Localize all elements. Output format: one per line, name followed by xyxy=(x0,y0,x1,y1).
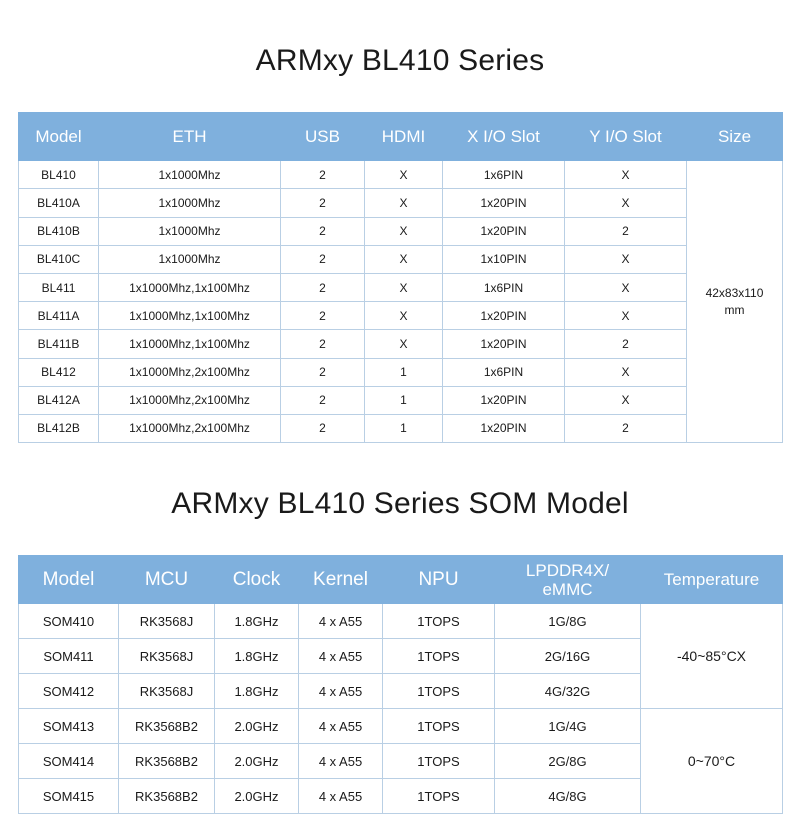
usb-cell: 2 xyxy=(281,217,365,245)
model-cell: SOM415 xyxy=(19,779,119,814)
document-page xyxy=(0,20,800,804)
hdmi-cell: X xyxy=(365,161,443,189)
column-header-y-io-slot: Y I/O Slot xyxy=(565,113,687,161)
table-row xyxy=(19,161,783,189)
column-header-model: Model xyxy=(19,556,119,604)
clock-cell: 2.0GHz xyxy=(215,779,299,814)
hdmi-cell: X xyxy=(365,217,443,245)
table-header-row xyxy=(19,556,783,604)
y-io-slot-cell: X xyxy=(565,358,687,386)
eth-cell: 1x1000Mhz xyxy=(99,161,281,189)
table-row xyxy=(19,604,783,639)
memory-cell: 2G/16G xyxy=(495,639,641,674)
usb-cell: 2 xyxy=(281,414,365,442)
model-cell: BL410 xyxy=(19,161,99,189)
bl410-som-model-table xyxy=(18,555,783,814)
model-cell: BL412A xyxy=(19,386,99,414)
npu-cell: 1TOPS xyxy=(383,779,495,814)
table-row xyxy=(19,709,783,744)
y-io-slot-cell: X xyxy=(565,161,687,189)
mcu-cell: RK3568J xyxy=(119,674,215,709)
page-title-series: ARMxy BL410 Series xyxy=(255,44,545,78)
eth-cell: 1x1000Mhz xyxy=(99,189,281,217)
model-cell: BL410C xyxy=(19,245,99,273)
hdmi-cell: X xyxy=(365,330,443,358)
x-io-slot-cell: 1x6PIN xyxy=(443,161,565,189)
eth-cell: 1x1000Mhz,1x100Mhz xyxy=(99,302,281,330)
temperature-cell: 0~70°C xyxy=(641,709,783,814)
hdmi-cell: X xyxy=(365,302,443,330)
hdmi-cell: 1 xyxy=(365,414,443,442)
usb-cell: 2 xyxy=(281,189,365,217)
size-cell: 42x83x110 mm xyxy=(687,161,783,443)
usb-cell: 2 xyxy=(281,273,365,301)
hdmi-cell: 1 xyxy=(365,358,443,386)
hdmi-cell: 1 xyxy=(365,386,443,414)
temperature-cell: -40~85°CX xyxy=(641,604,783,709)
model-cell: BL412 xyxy=(19,358,99,386)
x-io-slot-cell: 1x10PIN xyxy=(443,245,565,273)
kernel-cell: 4 x A55 xyxy=(299,604,383,639)
column-header-hdmi: HDMI xyxy=(365,113,443,161)
column-header-mcu: MCU xyxy=(119,556,215,604)
table-row xyxy=(19,302,783,330)
table-row xyxy=(19,330,783,358)
y-io-slot-cell: 2 xyxy=(565,414,687,442)
mcu-cell: RK3568B2 xyxy=(119,744,215,779)
column-header-eth: ETH xyxy=(99,113,281,161)
usb-cell: 2 xyxy=(281,302,365,330)
eth-cell: 1x1000Mhz,1x100Mhz xyxy=(99,330,281,358)
column-header-size: Size xyxy=(687,113,783,161)
y-io-slot-cell: X xyxy=(565,273,687,301)
clock-cell: 2.0GHz xyxy=(215,744,299,779)
kernel-cell: 4 x A55 xyxy=(299,674,383,709)
model-cell: BL411 xyxy=(19,273,99,301)
model-cell: SOM414 xyxy=(19,744,119,779)
y-io-slot-cell: X xyxy=(565,189,687,217)
eth-cell: 1x1000Mhz,2x100Mhz xyxy=(99,386,281,414)
usb-cell: 2 xyxy=(281,161,365,189)
usb-cell: 2 xyxy=(281,358,365,386)
table-row xyxy=(19,358,783,386)
x-io-slot-cell: 1x6PIN xyxy=(443,273,565,301)
usb-cell: 2 xyxy=(281,330,365,358)
npu-cell: 1TOPS xyxy=(383,674,495,709)
table-row xyxy=(19,273,783,301)
kernel-cell: 4 x A55 xyxy=(299,639,383,674)
y-io-slot-cell: X xyxy=(565,302,687,330)
npu-cell: 1TOPS xyxy=(383,604,495,639)
model-cell: SOM412 xyxy=(19,674,119,709)
model-cell: BL410B xyxy=(19,217,99,245)
table-row xyxy=(19,245,783,273)
column-header-npu: NPU xyxy=(383,556,495,604)
column-header-kernel: Kernel xyxy=(299,556,383,604)
memory-cell: 1G/8G xyxy=(495,604,641,639)
eth-cell: 1x1000Mhz xyxy=(99,217,281,245)
x-io-slot-cell: 1x20PIN xyxy=(443,386,565,414)
clock-cell: 1.8GHz xyxy=(215,639,299,674)
npu-cell: 1TOPS xyxy=(383,709,495,744)
model-cell: BL412B xyxy=(19,414,99,442)
x-io-slot-cell: 1x20PIN xyxy=(443,302,565,330)
mcu-cell: RK3568J xyxy=(119,639,215,674)
eth-cell: 1x1000Mhz,2x100Mhz xyxy=(99,414,281,442)
table-row xyxy=(19,217,783,245)
x-io-slot-cell: 1x6PIN xyxy=(443,358,565,386)
y-io-slot-cell: X xyxy=(565,386,687,414)
model-cell: SOM410 xyxy=(19,604,119,639)
column-header-x-io-slot: X I/O Slot xyxy=(443,113,565,161)
mcu-cell: RK3568B2 xyxy=(119,779,215,814)
usb-cell: 2 xyxy=(281,386,365,414)
memory-cell: 2G/8G xyxy=(495,744,641,779)
eth-cell: 1x1000Mhz xyxy=(99,245,281,273)
npu-cell: 1TOPS xyxy=(383,639,495,674)
kernel-cell: 4 x A55 xyxy=(299,744,383,779)
model-cell: BL411A xyxy=(19,302,99,330)
x-io-slot-cell: 1x20PIN xyxy=(443,217,565,245)
memory-cell: 4G/8G xyxy=(495,779,641,814)
clock-cell: 1.8GHz xyxy=(215,604,299,639)
y-io-slot-cell: X xyxy=(565,245,687,273)
mcu-cell: RK3568B2 xyxy=(119,709,215,744)
column-header-clock: Clock xyxy=(215,556,299,604)
model-cell: SOM411 xyxy=(19,639,119,674)
y-io-slot-cell: 2 xyxy=(565,217,687,245)
usb-cell: 2 xyxy=(281,245,365,273)
eth-cell: 1x1000Mhz,2x100Mhz xyxy=(99,358,281,386)
column-header-usb: USB xyxy=(281,113,365,161)
clock-cell: 2.0GHz xyxy=(215,709,299,744)
model-cell: BL411B xyxy=(19,330,99,358)
memory-cell: 4G/32G xyxy=(495,674,641,709)
model-cell: SOM413 xyxy=(19,709,119,744)
table-row xyxy=(19,414,783,442)
hdmi-cell: X xyxy=(365,189,443,217)
column-header-memory: LPDDR4X/ eMMC xyxy=(495,556,641,604)
eth-cell: 1x1000Mhz,1x100Mhz xyxy=(99,273,281,301)
npu-cell: 1TOPS xyxy=(383,744,495,779)
table-row xyxy=(19,189,783,217)
table-row xyxy=(19,386,783,414)
column-header-model: Model xyxy=(19,113,99,161)
x-io-slot-cell: 1x20PIN xyxy=(443,330,565,358)
mcu-cell: RK3568J xyxy=(119,604,215,639)
page-title-som: ARMxy BL410 Series SOM Model xyxy=(171,487,629,521)
kernel-cell: 4 x A55 xyxy=(299,779,383,814)
bl410-series-table xyxy=(18,112,783,443)
table-header-row xyxy=(19,113,783,161)
model-cell: BL410A xyxy=(19,189,99,217)
y-io-slot-cell: 2 xyxy=(565,330,687,358)
clock-cell: 1.8GHz xyxy=(215,674,299,709)
column-header-temperature: Temperature xyxy=(641,556,783,604)
hdmi-cell: X xyxy=(365,245,443,273)
x-io-slot-cell: 1x20PIN xyxy=(443,414,565,442)
kernel-cell: 4 x A55 xyxy=(299,709,383,744)
memory-cell: 1G/4G xyxy=(495,709,641,744)
x-io-slot-cell: 1x20PIN xyxy=(443,189,565,217)
hdmi-cell: X xyxy=(365,273,443,301)
